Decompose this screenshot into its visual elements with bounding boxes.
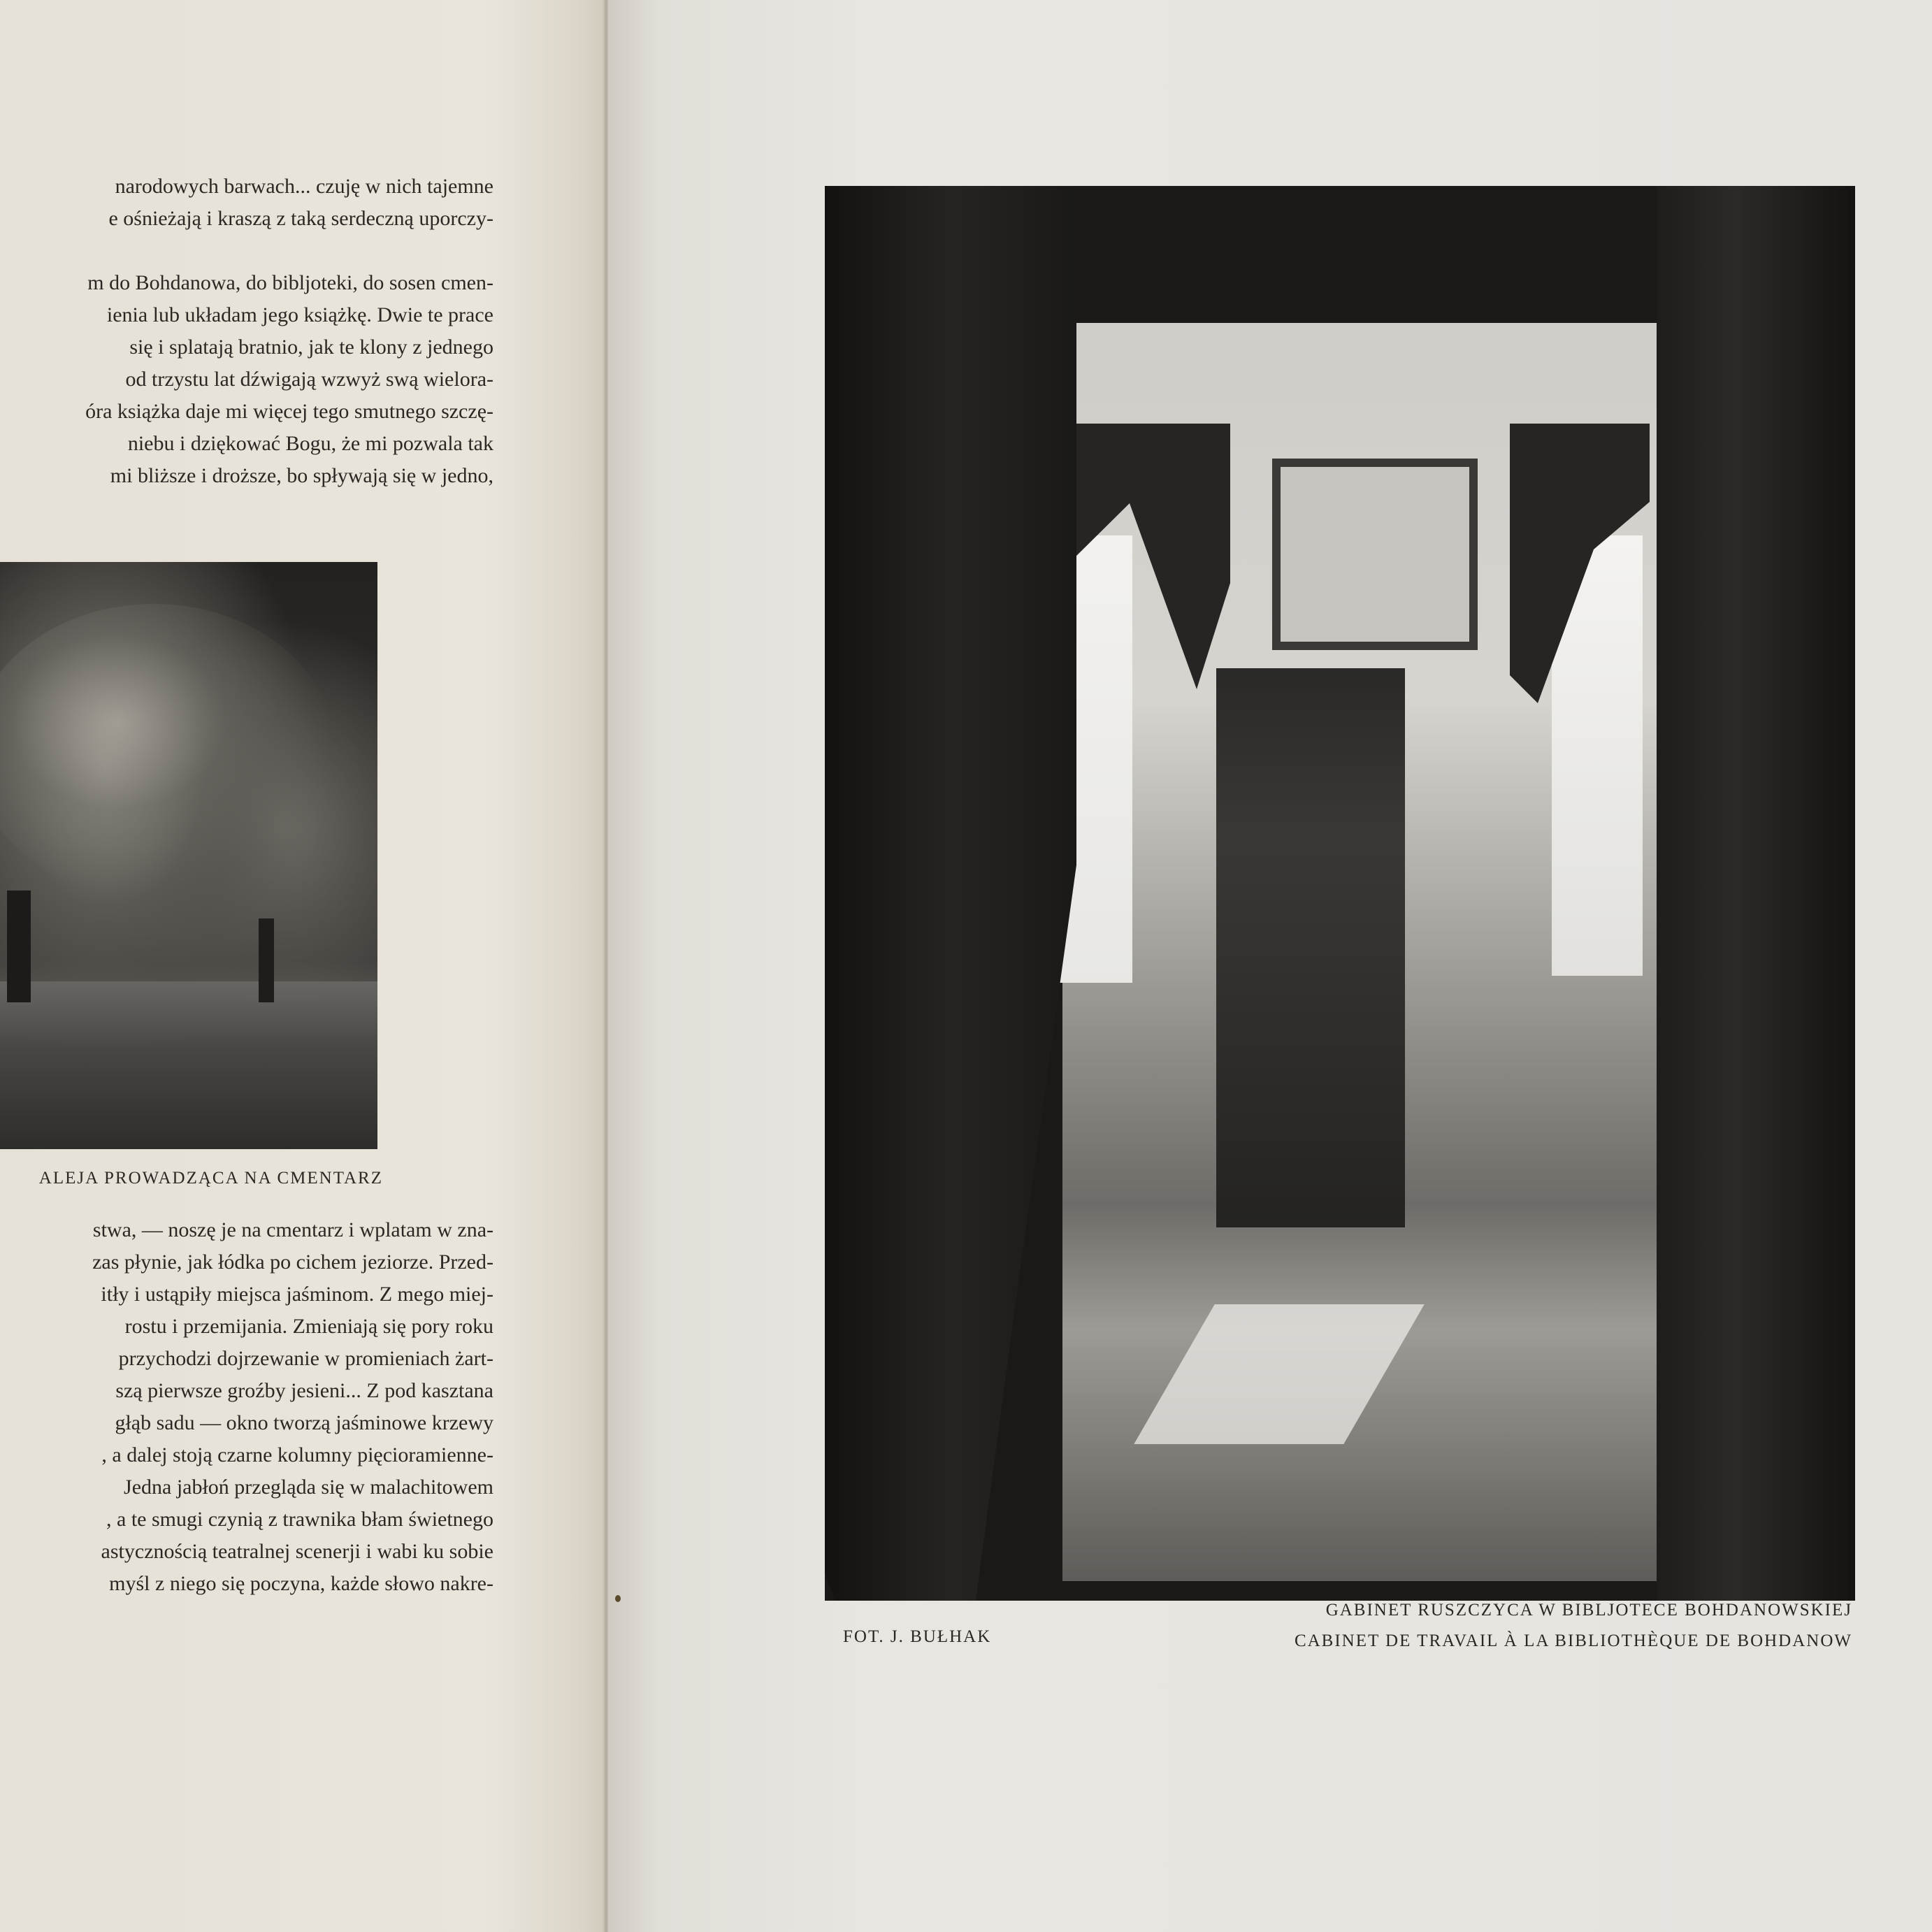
photo-curtain-right — [1657, 186, 1855, 1601]
photo-curtain-left — [825, 186, 1076, 1601]
photo-ground — [0, 981, 377, 1149]
photo-tree-trunk — [7, 891, 31, 1002]
text-line: głąb sadu — okno tworzą jaśminowe krzewy — [115, 1411, 493, 1434]
avenue-photo-caption: ALEJA PROWADZĄCA NA CMENTARZ — [38, 1169, 383, 1188]
text-line: , a te smugi czynią z trawnika błam świetnego — [106, 1508, 493, 1531]
text-line: przychodzi dojrzewanie w promieniach żart- — [118, 1347, 493, 1370]
photo-tree-trunk — [259, 918, 274, 1002]
paper-stain — [615, 1595, 621, 1602]
text-line: się i splatają bratnio, jak te klony z jednego — [129, 336, 493, 359]
text-line: ienia lub układam jego książkę. Dwie te prace — [106, 303, 493, 326]
paragraph-3 — [0, 1214, 493, 1600]
text-line: , a dalej stoją czarne kolumny pięcioramienne- — [101, 1443, 493, 1466]
text-line: myśl z niego się poczyna, każde słowo nakre- — [109, 1572, 493, 1595]
text-line: szą pierwsze groźby jesieni... Z pod kasztana — [115, 1379, 493, 1402]
photo-credit: FOT. J. BUŁHAK — [843, 1627, 992, 1646]
study-photo — [825, 186, 1855, 1601]
paragraph-1 — [0, 171, 493, 235]
text-line: niebu i dziękować Bogu, że mi pozwala tak — [127, 432, 493, 455]
left-page — [0, 0, 608, 1932]
text-line: óra książka daje mi więcej tego smutnego szczę- — [85, 400, 493, 423]
study-photo-caption-french: CABINET DE TRAVAIL À LA BIBLIOTHÈQUE DE BOHDANOW — [1294, 1631, 1852, 1650]
photo-bookshelf — [1216, 668, 1405, 1227]
text-line: Jedna jabłoń przegląda się w malachitowem — [124, 1476, 493, 1499]
text-line: m do Bohdanowa, do bibljoteki, do sosen cmen- — [87, 271, 493, 294]
text-line: od trzystu lat dźwigają wzwyż swą wielora- — [125, 368, 493, 391]
paragraph-2 — [0, 267, 493, 492]
text-line: mi bliższe i droższe, bo spływają się w jedno, — [110, 464, 493, 487]
text-line: narodowych barwach... czuję w nich tajemne — [115, 175, 493, 198]
text-line: e ośnieżają i kraszą z taką serdeczną uporczy- — [108, 207, 493, 230]
text-line: zas płynie, jak łódka po cichem jeziorze. Przed- — [92, 1250, 493, 1274]
text-line: stwa, — noszę je na cmentarz i wplatam w zna- — [92, 1218, 493, 1241]
text-line: rostu i przemijania. Zmieniają się pory roku — [124, 1315, 493, 1338]
study-photo-caption-polish: GABINET RUSZCZYCA W BIBLJOTECE BOHDANOWSKIEJ — [1325, 1601, 1852, 1620]
text-line: astycznością teatralnej scenerji i wabi ku sobie — [101, 1540, 493, 1563]
photo-foliage — [0, 604, 336, 897]
avenue-photo — [0, 562, 377, 1149]
photo-picture-frame — [1272, 459, 1478, 650]
text-line: itły i ustąpiły miejsca jaśminom. Z mego miej- — [101, 1283, 493, 1306]
